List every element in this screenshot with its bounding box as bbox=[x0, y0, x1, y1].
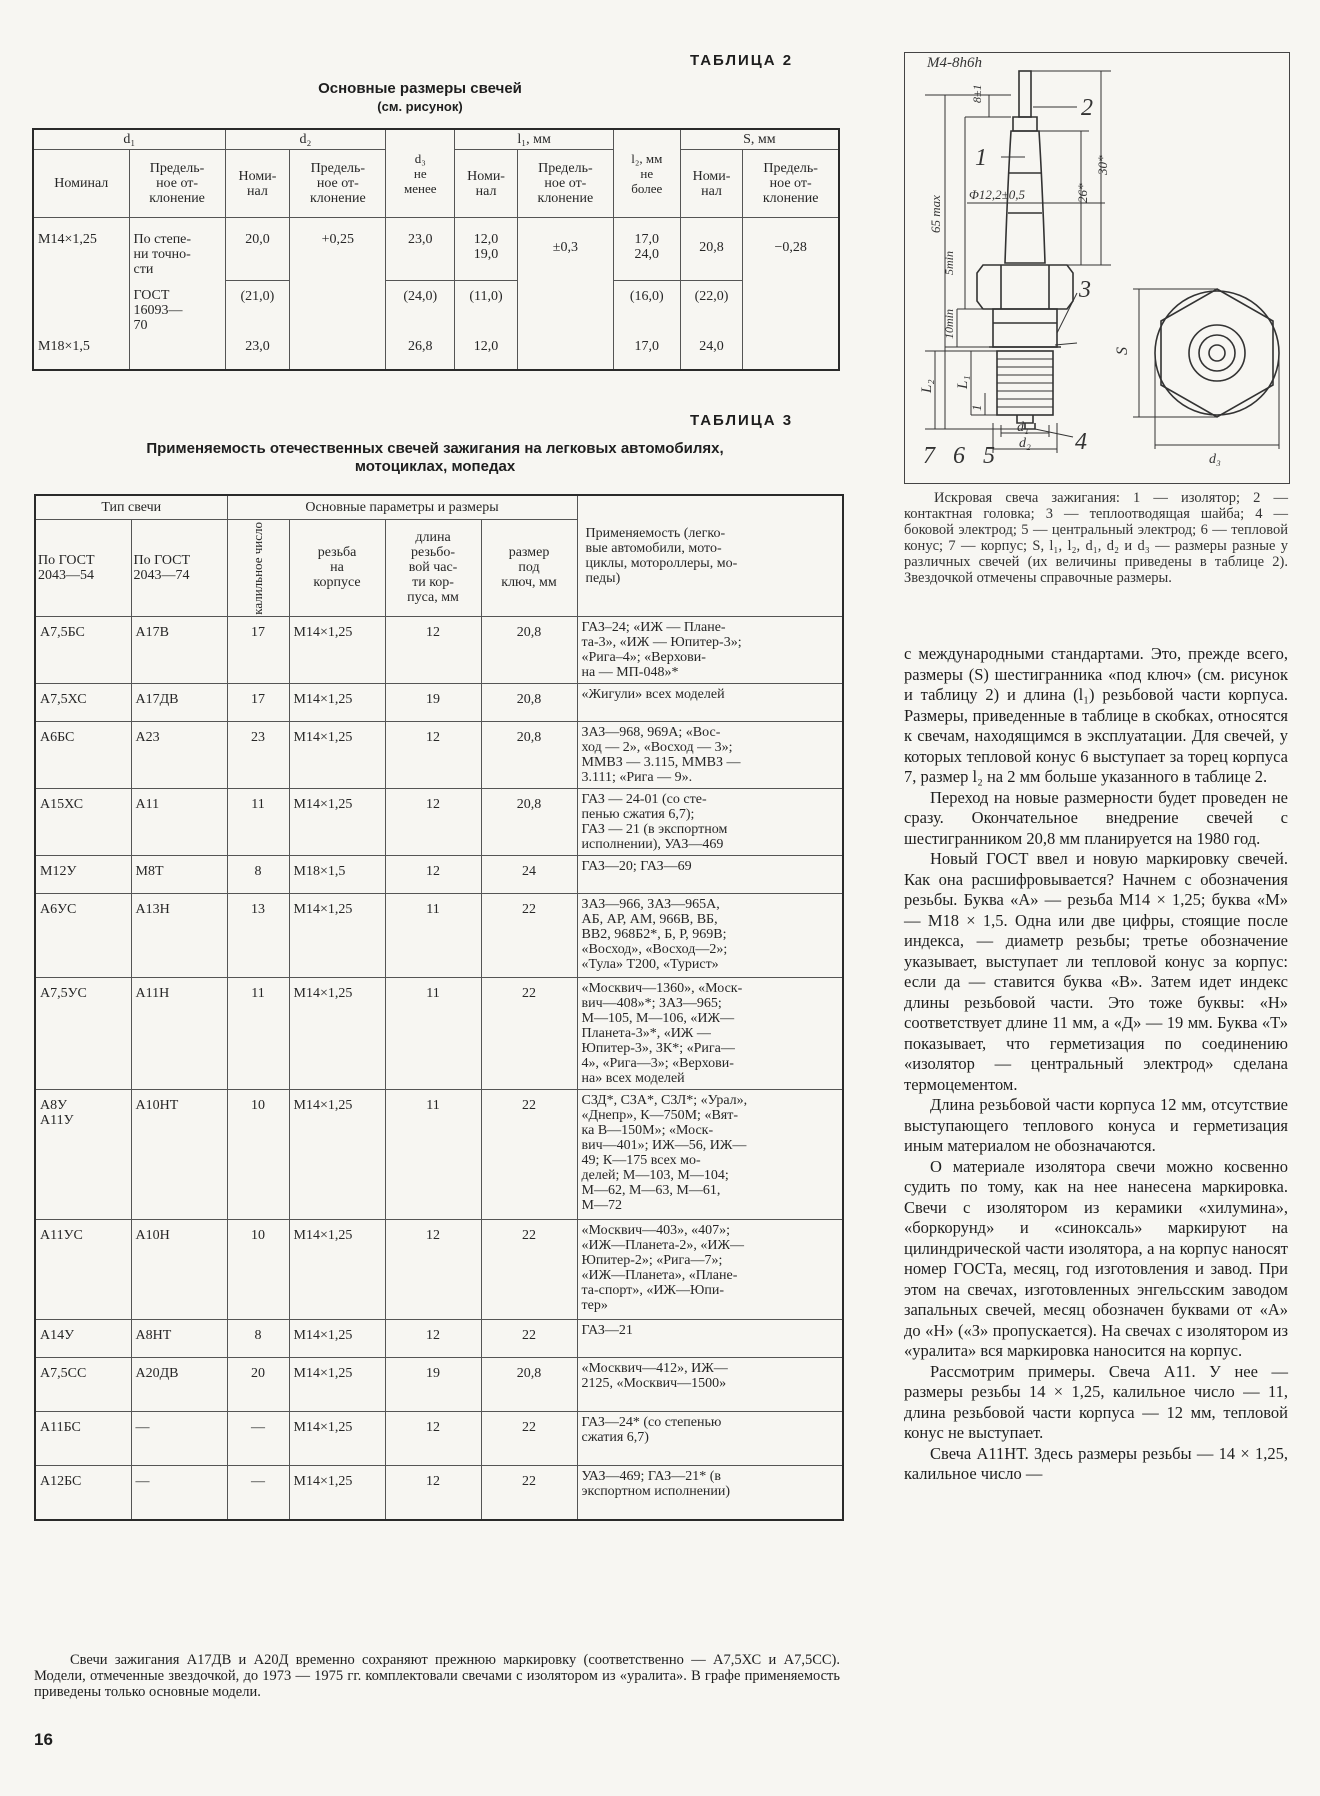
cell: (21,0) bbox=[225, 280, 290, 336]
dim-d2: d₂ bbox=[1019, 436, 1031, 451]
cell: M14×1,25 bbox=[33, 218, 129, 281]
cell-thread: M14×1,25 bbox=[289, 1466, 385, 1520]
cell-key: 22 bbox=[481, 1090, 577, 1220]
callout-3: 3 bbox=[1079, 277, 1091, 303]
table3-body bbox=[35, 617, 843, 1520]
table-row bbox=[33, 218, 839, 281]
cell-g54: А6УС bbox=[35, 894, 131, 978]
cell-g74: — bbox=[131, 1466, 227, 1520]
table-row bbox=[35, 1090, 843, 1220]
cell-heat: 20 bbox=[227, 1358, 289, 1412]
cell-use: ЗАЗ—968, 969А; «Вос- ход — 2», «Восход — 3»; ММВЗ — 3.115, ММВЗ — 3.111; «Рига — 9». bbox=[577, 722, 843, 789]
cell-heat: 17 bbox=[227, 617, 289, 684]
table2-title-line2: (см. рисунок) bbox=[377, 99, 463, 114]
cell-g54: А11БС bbox=[35, 1412, 131, 1466]
table2-group-header bbox=[33, 129, 839, 150]
cell-thread: M18×1,5 bbox=[289, 856, 385, 894]
cell: 23,0 bbox=[386, 218, 455, 281]
header-type: Тип свечи bbox=[35, 495, 227, 519]
paragraph: Свеча А11НТ. Здесь размеры резьбы — 14 × 1,25, калильное число — bbox=[904, 1443, 1288, 1483]
header-use: Применяемость (легко- вые автомобили, мото- циклы, мотороллеры, мо- педы) bbox=[577, 495, 843, 617]
cell-use: ГАЗ—20; ГАЗ—69 bbox=[577, 856, 843, 894]
header-d1-dev: Предель- ное от- клонение bbox=[129, 150, 225, 218]
header-s: S, мм bbox=[680, 129, 839, 150]
cell-g74: А10НТ bbox=[131, 1090, 227, 1220]
cell-g54: M12У bbox=[35, 856, 131, 894]
cell-g54: А7,5УС bbox=[35, 978, 131, 1090]
cell-use: ГАЗ—24* (со степенью сжатия 6,7) bbox=[577, 1412, 843, 1466]
cell bbox=[743, 280, 839, 336]
cell: −0,28 bbox=[743, 218, 839, 281]
cell-len: 12 bbox=[385, 789, 481, 856]
cell-use: СЗД*, СЗА*, СЗЛ*; «Урал», «Днепр», К—750М; «Вят- ка В—150М»; «Моск- вич—401»; ИЖ—56, ИЖ— 49; К—175 всех мо- делей; М—103, М—104; М—62, М—63, М—61, М—72 bbox=[577, 1090, 843, 1220]
table2-label: ТАБЛИЦА 2 bbox=[690, 52, 794, 69]
dim-phi: Φ12,2±0,5 bbox=[969, 187, 1026, 202]
cell-g74: А17В bbox=[131, 617, 227, 684]
cell-key: 22 bbox=[481, 1466, 577, 1520]
table-row bbox=[35, 978, 843, 1090]
paragraph: Переход на новые размерности будет проведен не сразу. Окончательное внедрение свечей с шестигранником 20,8 мм планируется на 1980 год. bbox=[904, 787, 1288, 848]
cell-g54: А15ХС bbox=[35, 789, 131, 856]
cell: 12,0 19,0 bbox=[455, 218, 518, 281]
header-d2-dev: Предель- ное от- клонение bbox=[290, 150, 386, 218]
header-s-dev: Предель- ное от- клонение bbox=[743, 150, 839, 218]
cell: 12,0 bbox=[455, 336, 518, 370]
cell-use: ЗАЗ—966, ЗАЗ—965А, АБ, АР, АМ, 966В, ВБ, ВВ2, 968Б2*, Б, Р, 969В; «Восход», «Восход—2»; «Тула» Т200, «Турист» bbox=[577, 894, 843, 978]
table-row bbox=[35, 1412, 843, 1466]
cell-len: 19 bbox=[385, 1358, 481, 1412]
cell-g74: А17ДВ bbox=[131, 684, 227, 722]
paragraph: Рассмотрим примеры. Свеча А11. У нее — размеры резьбы 14 × 1,25, калильное число — 11, длина резьбовой части корпуса — 12 мм, тепловой конус не выступает. bbox=[904, 1361, 1288, 1442]
callout-4: 4 bbox=[1075, 429, 1087, 455]
body-text-column bbox=[904, 644, 1288, 1485]
cell-heat: 10 bbox=[227, 1090, 289, 1220]
table3-group-header bbox=[35, 495, 843, 519]
cell-key: 20,8 bbox=[481, 789, 577, 856]
header-heat-text: калильное число bbox=[250, 521, 266, 615]
cell: +0,25 bbox=[290, 218, 386, 281]
cell-heat: 13 bbox=[227, 894, 289, 978]
cell: 23,0 bbox=[225, 336, 290, 370]
cell bbox=[517, 336, 613, 370]
cell: 17,0 24,0 bbox=[613, 218, 680, 281]
paragraph: с международными стандартами. Это, прежде всего, размеры (S) шестигранника «под ключ» (см. рисунок и таблицу 2) и длина (l₁) резьбовой части корпуса. Размеры, приведенные в таблице в скобках, относятся к свечам, находящимся в эксплуатации. Для свечей, у которых тепловой конус 6 выступает за торец корпуса 7, размер l₂ на 2 мм больше указанного в таблице 2. bbox=[904, 644, 1288, 786]
header-params: Основные параметры и размеры bbox=[227, 495, 577, 519]
table3-label: ТАБЛИЦА 3 bbox=[690, 412, 794, 429]
cell-heat: 17 bbox=[227, 684, 289, 722]
cell-len: 12 bbox=[385, 1412, 481, 1466]
cell-len: 11 bbox=[385, 1090, 481, 1220]
table3-title-line2: мотоциклах, мопедах bbox=[354, 458, 516, 475]
cell bbox=[33, 280, 129, 336]
cell-g54: А7,5СС bbox=[35, 1358, 131, 1412]
cell-key: 20,8 bbox=[481, 722, 577, 789]
cell-key: 20,8 bbox=[481, 684, 577, 722]
table-row bbox=[35, 1320, 843, 1358]
spark-plug-drawing bbox=[905, 53, 1289, 483]
paragraph: Длина резьбовой части корпуса 12 мм, отсутствие выступающего теплового конуса и герметизация иным материалом не обозначаются. bbox=[904, 1095, 1288, 1155]
cell-len: 11 bbox=[385, 978, 481, 1090]
table-row bbox=[35, 617, 843, 684]
cell-heat: 10 bbox=[227, 1220, 289, 1320]
header-d3: d₃ не менее bbox=[386, 129, 455, 218]
cell-thread: M14×1,25 bbox=[289, 1220, 385, 1320]
header-d2-nominal: Номи- нал bbox=[225, 150, 290, 218]
dim-5: 5min bbox=[942, 251, 956, 275]
table3-title-line1: Применяемость отечественных свечей зажигания на легковых автомобилях, bbox=[146, 440, 724, 457]
cell-use: ГАЗ—21 bbox=[577, 1320, 843, 1358]
cell bbox=[743, 336, 839, 370]
header-gost74: По ГОСТ 2043—74 bbox=[131, 519, 227, 617]
header-thread: резьба на корпусе bbox=[289, 519, 385, 617]
thread-label: M4-8h6h bbox=[927, 55, 982, 71]
cell: 24,0 bbox=[680, 336, 743, 370]
cell-use: «Москвич—403», «407»; «ИЖ—Планета-2», «ИЖ— Юпитер-2»; «Рига—7»; «ИЖ—Планета», «Плане- та-спорт», «ИЖ—Юпи- тер» bbox=[577, 1220, 843, 1320]
paragraph: О материале изолятора свечи можно косвенно судить по тому, как на нее нанесена маркировка. Свечи с изолятором из керамики «хилумина», «боркорунд» и «синоксаль» маркируют на цилиндрической части изолятора, а на корпус наносят номер ГОСТа, месяц, год изготовления и завод. При этом на свечах, изготовленных энгельсским заводом запальных свечей, месяц обозначен буквами от «А» до «Н» («З» пропускается). На свечах с изолятором из «уралита» вся маркировка наносится на корпус. bbox=[904, 1156, 1288, 1360]
cell-g54: А12БС bbox=[35, 1466, 131, 1520]
callout-1: 1 bbox=[975, 145, 987, 171]
cell: (16,0) bbox=[613, 280, 680, 336]
dim-l1: L₁ bbox=[955, 375, 971, 389]
cell: (22,0) bbox=[680, 280, 743, 336]
cell-key: 22 bbox=[481, 894, 577, 978]
cell-key: 20,8 bbox=[481, 1358, 577, 1412]
cell: M18×1,5 bbox=[33, 336, 129, 370]
spark-plug-figure bbox=[904, 52, 1290, 484]
header-heat bbox=[227, 519, 289, 617]
header-key: размер под ключ, мм bbox=[481, 519, 577, 617]
cell-heat: 8 bbox=[227, 1320, 289, 1358]
cell: По степе- ни точно- сти bbox=[129, 218, 225, 281]
table3-title bbox=[30, 440, 840, 476]
cell-g74: — bbox=[131, 1412, 227, 1466]
cell-key: 20,8 bbox=[481, 617, 577, 684]
table-row bbox=[35, 894, 843, 978]
header-d2: d₂ bbox=[225, 129, 386, 150]
cell: 26,8 bbox=[386, 336, 455, 370]
cell-len: 12 bbox=[385, 722, 481, 789]
header-d1-nominal: Номинал bbox=[33, 150, 129, 218]
cell-heat: 23 bbox=[227, 722, 289, 789]
cell-use: «Москвич—1360», «Моск- вич—408»*; ЗАЗ—965; М—105, М—106, «ИЖ— Планета-3»*, «ИЖ — Юпитер-3», ЗК*; «Рига— 4», «Рига—3»; «Верхови- на» всех моделей bbox=[577, 978, 843, 1090]
cell-g54: А11УС bbox=[35, 1220, 131, 1320]
cell-g74: А20ДВ bbox=[131, 1358, 227, 1412]
cell-key: 22 bbox=[481, 1220, 577, 1320]
header-l1: l₁, мм bbox=[455, 129, 614, 150]
cell-thread: M14×1,25 bbox=[289, 789, 385, 856]
header-l2: l₂, мм не более bbox=[613, 129, 680, 218]
figure-caption: Искровая свеча зажигания: 1 — изолятор; 2 — контактная головка; 3 — теплоотводящая шайба; 4 — боковой электрод; 5 — центральный электрод; 6 — тепловой конус; 7 — корпус; S, l₁, l₂, d₁, d₂ и d₃ — размеры разные у различных свечей (их величины приведены в таблице 2). Звездочкой отмечены справочные размеры. bbox=[904, 490, 1288, 586]
cell-g74: А11 bbox=[131, 789, 227, 856]
dim-30: 30* bbox=[1095, 155, 1110, 175]
cell-thread: M14×1,25 bbox=[289, 1358, 385, 1412]
dim-26: 26* bbox=[1075, 183, 1090, 203]
cell-g74: А23 bbox=[131, 722, 227, 789]
cell-len: 12 bbox=[385, 617, 481, 684]
cell-key: 24 bbox=[481, 856, 577, 894]
table3 bbox=[34, 494, 844, 1521]
dim-l2: L₂ bbox=[919, 379, 935, 393]
cell: ±0,3 bbox=[517, 218, 613, 281]
cell-thread: M14×1,25 bbox=[289, 1412, 385, 1466]
cell-thread: M14×1,25 bbox=[289, 684, 385, 722]
cell bbox=[517, 280, 613, 336]
table-row bbox=[35, 684, 843, 722]
cell: (24,0) bbox=[386, 280, 455, 336]
table-row bbox=[35, 722, 843, 789]
cell bbox=[290, 336, 386, 370]
table-row bbox=[33, 280, 839, 336]
cell-g74: А11Н bbox=[131, 978, 227, 1090]
cell-thread: M14×1,25 bbox=[289, 617, 385, 684]
cell-g74: А10Н bbox=[131, 1220, 227, 1320]
cell-len: 12 bbox=[385, 1466, 481, 1520]
cell-key: 22 bbox=[481, 978, 577, 1090]
table-row bbox=[33, 336, 839, 370]
table-row bbox=[35, 856, 843, 894]
table2 bbox=[32, 128, 840, 371]
table2-title bbox=[230, 80, 610, 116]
cell-heat: 11 bbox=[227, 789, 289, 856]
header-gost54: По ГОСТ 2043—54 bbox=[35, 519, 131, 617]
cell-thread: M14×1,25 bbox=[289, 978, 385, 1090]
callout-765: 7 6 5 bbox=[923, 443, 1001, 469]
cell-thread: M14×1,25 bbox=[289, 894, 385, 978]
cell-use: ГАЗ–24; «ИЖ — Плане- та-3», «ИЖ — Юпитер-3»; «Рига–4»; «Верхови- на — МП-048»* bbox=[577, 617, 843, 684]
dim-10: 10min bbox=[942, 309, 956, 339]
cell: (11,0) bbox=[455, 280, 518, 336]
header-l1-nominal: Номи- нал bbox=[455, 150, 518, 218]
cell: 17,0 bbox=[613, 336, 680, 370]
header-len: длина резьбо- вой час- ти кор- пуса, мм bbox=[385, 519, 481, 617]
cell-heat: 11 bbox=[227, 978, 289, 1090]
footnote: Свечи зажигания А17ДВ и А20Д временно сохраняют прежнюю маркировку (соответственно — А7,5ХС и А7,5СС). Модели, отмеченные звездочкой, до 1973 — 1975 гг. комплектовали свечами с изолятором из «уралита». В графе применяемость приведены только основные модели. bbox=[34, 1652, 840, 1700]
cell-len: 11 bbox=[385, 894, 481, 978]
cell: 20,0 bbox=[225, 218, 290, 281]
page-number: 16 bbox=[34, 1730, 53, 1749]
cell-use: ГАЗ — 24-01 (со сте- пенью сжатия 6,7); ГАЗ — 21 (в экспортном исполнении), УАЗ—469 bbox=[577, 789, 843, 856]
cell: ГОСТ 16093— 70 bbox=[129, 280, 225, 336]
cell-g74: M8T bbox=[131, 856, 227, 894]
cell-g54: А8У А11У bbox=[35, 1090, 131, 1220]
cell-heat: — bbox=[227, 1466, 289, 1520]
callout-2: 2 bbox=[1081, 95, 1093, 121]
cell-key: 22 bbox=[481, 1320, 577, 1358]
cell-g54: А7,5БС bbox=[35, 617, 131, 684]
table-row bbox=[35, 1220, 843, 1320]
cell-len: 12 bbox=[385, 1320, 481, 1358]
dim-65: 65 max bbox=[928, 195, 943, 233]
cell-len: 12 bbox=[385, 856, 481, 894]
dim-d1: d₁ bbox=[1017, 420, 1029, 435]
table-row bbox=[35, 1358, 843, 1412]
cell-heat: 8 bbox=[227, 856, 289, 894]
cell bbox=[290, 280, 386, 336]
cell-g54: А6БС bbox=[35, 722, 131, 789]
cell-len: 12 bbox=[385, 1220, 481, 1320]
dim-d3: d₃ bbox=[1209, 452, 1221, 467]
cell-heat: — bbox=[227, 1412, 289, 1466]
table2-title-line1: Основные размеры свечей bbox=[318, 80, 522, 97]
dim-one: 1 bbox=[969, 404, 984, 411]
dim-8: 8±1 bbox=[970, 84, 984, 103]
cell bbox=[129, 336, 225, 370]
cell-thread: M14×1,25 bbox=[289, 1090, 385, 1220]
cell-g74: А8НТ bbox=[131, 1320, 227, 1358]
paragraph: Новый ГОСТ ввел и новую маркировку свечей. Как она расшифровывается? Начнем с обозначения резьбы. Буква «А» — резьба M14 × 1,25; буква «М» — M18 × 1,5. Одна или две цифры, стоящие после индекса, — диаметр резьбы; третье обозначение указывает, выступает ли тепловой конус за корпус: если да — ставится буква «В». Затем идет индекс длины резьбовой части. Это тоже буквы: «Н» соответствует длине 11 мм, а «Д» — 19 мм. Буква «Т» показывает, что герметизация по соединению «изолятор — центральный электрод» сделана термоцементом. bbox=[904, 849, 1288, 1094]
header-s-nominal: Номи- нал bbox=[680, 150, 743, 218]
cell: 20,8 bbox=[680, 218, 743, 281]
header-l1-dev: Предель- ное от- клонение bbox=[517, 150, 613, 218]
dim-s: S bbox=[1114, 347, 1131, 355]
table-row bbox=[35, 789, 843, 856]
cell-len: 19 bbox=[385, 684, 481, 722]
cell-g74: А13Н bbox=[131, 894, 227, 978]
cell-use: УАЗ—469; ГАЗ—21* (в экспортном исполнении) bbox=[577, 1466, 843, 1520]
table-row bbox=[35, 1466, 843, 1520]
cell-use: «Жигули» всех моделей bbox=[577, 684, 843, 722]
cell-thread: M14×1,25 bbox=[289, 1320, 385, 1358]
cell-thread: M14×1,25 bbox=[289, 722, 385, 789]
cell-key: 22 bbox=[481, 1412, 577, 1466]
header-d1: d₁ bbox=[33, 129, 225, 150]
cell-g54: А14У bbox=[35, 1320, 131, 1358]
cell-use: «Москвич—412», ИЖ— 2125, «Москвич—1500» bbox=[577, 1358, 843, 1412]
cell-g54: А7,5ХС bbox=[35, 684, 131, 722]
